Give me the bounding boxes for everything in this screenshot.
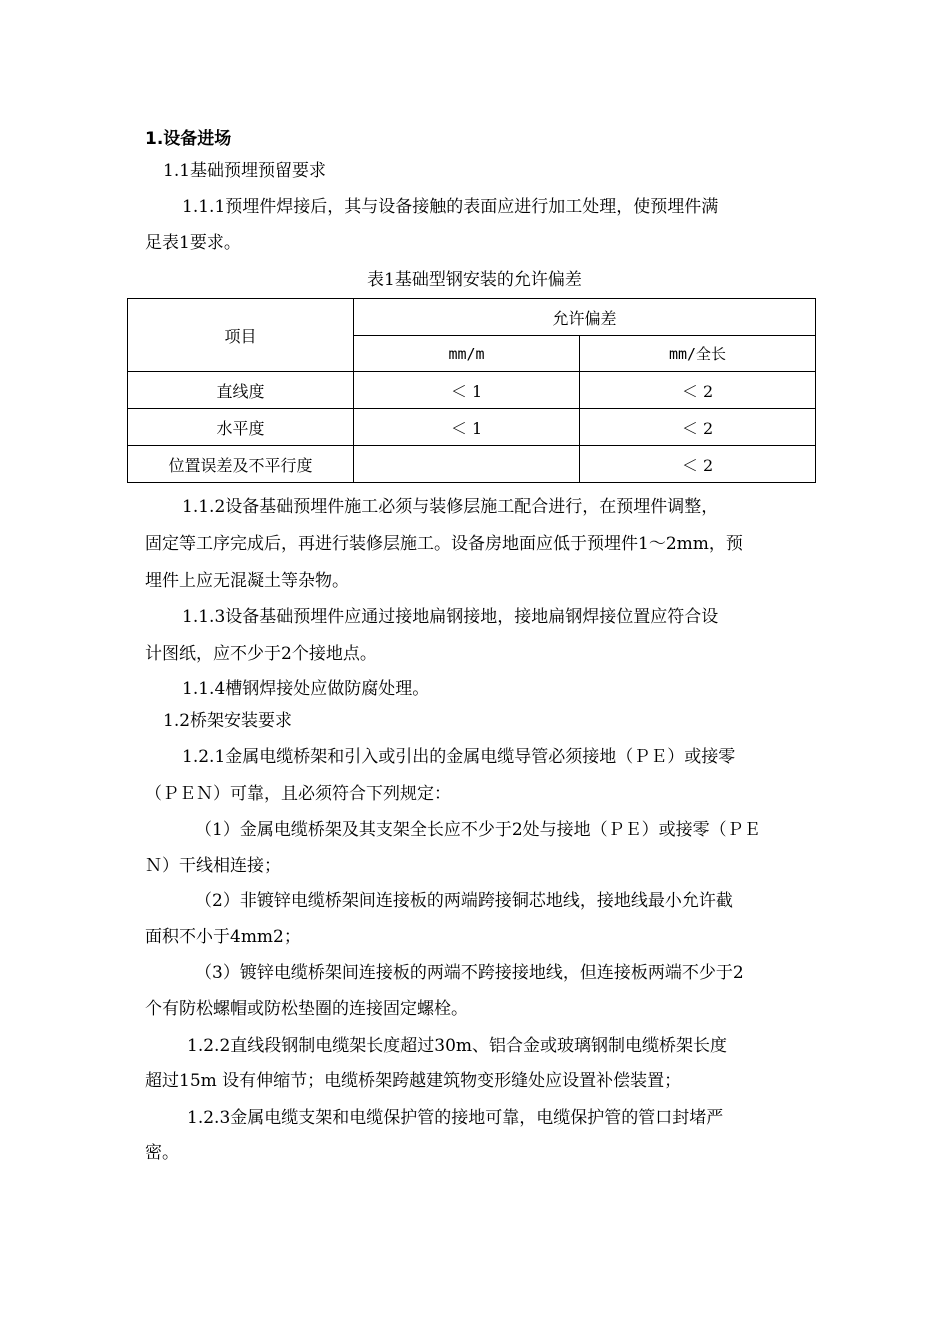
table-cell-mm-m [354, 446, 580, 483]
table-cell-item: 水平度 [128, 409, 354, 446]
table-cell-mm-m: ＜ 1 [354, 372, 580, 409]
section-heading: 1.设备进场 [145, 129, 232, 149]
list-item-line: （1）金属电缆桥架及其支架全长应不少于2处与接地（ＰＥ）或接零（ＰＥ [195, 820, 761, 840]
list-item-line: （3）镀锌电缆桥架间连接板的两端不跨接接地线，但连接板两端不少于2 [195, 963, 744, 983]
paragraph-line: 1.2.2直线段钢制电缆架长度超过30m、铝合金或玻璃钢制电缆桥架长度 [187, 1036, 728, 1056]
list-item-line: 个有防松螺帽或防松垫圈的连接固定螺栓。 [145, 999, 468, 1019]
paragraph-line: 足表1要求。 [145, 233, 241, 253]
paragraph-line: 1.1.2设备基础预埋件施工必须与装修层施工配合进行，在预埋件调整， [182, 497, 719, 517]
tolerance-table [127, 298, 816, 483]
paragraph-line: 超过15m 设有伸缩节；电缆桥架跨越建筑物变形缝处应设置补偿装置； [145, 1071, 682, 1091]
list-item-line: Ｎ）干线相连接； [145, 856, 281, 876]
paragraph-line: 1.1.1预埋件焊接后，其与设备接触的表面应进行加工处理，使预埋件满 [182, 197, 719, 217]
table-row [128, 446, 816, 483]
table-cell-full: ＜ 2 [580, 446, 816, 483]
table-header-tolerance: 允许偏差 [354, 299, 816, 336]
subsection-title-1-2: 1.2桥架安装要求 [163, 711, 293, 731]
paragraph-line: 1.2.1金属电缆桥架和引入或引出的金属电缆导管必须接地（ＰＥ）或接零 [182, 747, 736, 767]
table-header-item: 项目 [128, 299, 354, 372]
list-item-line: 面积不小于4mm2； [145, 927, 301, 947]
table-row [128, 372, 816, 409]
paragraph-line: 1.1.3设备基础预埋件应通过接地扁钢接地，接地扁钢焊接位置应符合设 [182, 607, 719, 627]
table-subheader-mm-m: mm/m [354, 336, 580, 372]
paragraph-line: 1.1.4槽钢焊接处应做防腐处理。 [182, 679, 430, 699]
table-cell-item: 直线度 [128, 372, 354, 409]
paragraph-line: （ＰＥＮ）可靠，且必须符合下列规定： [145, 784, 451, 804]
table-row [128, 409, 816, 446]
table-subheader-mm-full: mm/全长 [580, 336, 816, 372]
table-cell-full: ＜ 2 [580, 372, 816, 409]
table-cell-full: ＜ 2 [580, 409, 816, 446]
table-cell-mm-m: ＜ 1 [354, 409, 580, 446]
paragraph-line: 1.2.3金属电缆支架和电缆保护管的接地可靠，电缆保护管的管口封堵严 [187, 1108, 724, 1128]
table-cell-item: 位置误差及不平行度 [128, 446, 354, 483]
subsection-title-1-1: 1.1基础预埋预留要求 [163, 161, 327, 181]
list-item-line: （2）非镀锌电缆桥架间连接板的两端跨接铜芯地线，接地线最小允许截 [195, 891, 733, 911]
paragraph-line: 密。 [145, 1143, 179, 1163]
paragraph-line: 埋件上应无混凝土等杂物。 [145, 571, 349, 591]
paragraph-line: 固定等工序完成后，再进行装修层施工。设备房地面应低于预埋件1～2mm，预 [145, 534, 743, 554]
table-caption: 表1基础型钢安装的允许偏差 [367, 270, 582, 290]
paragraph-line: 计图纸，应不少于2个接地点。 [145, 644, 377, 664]
